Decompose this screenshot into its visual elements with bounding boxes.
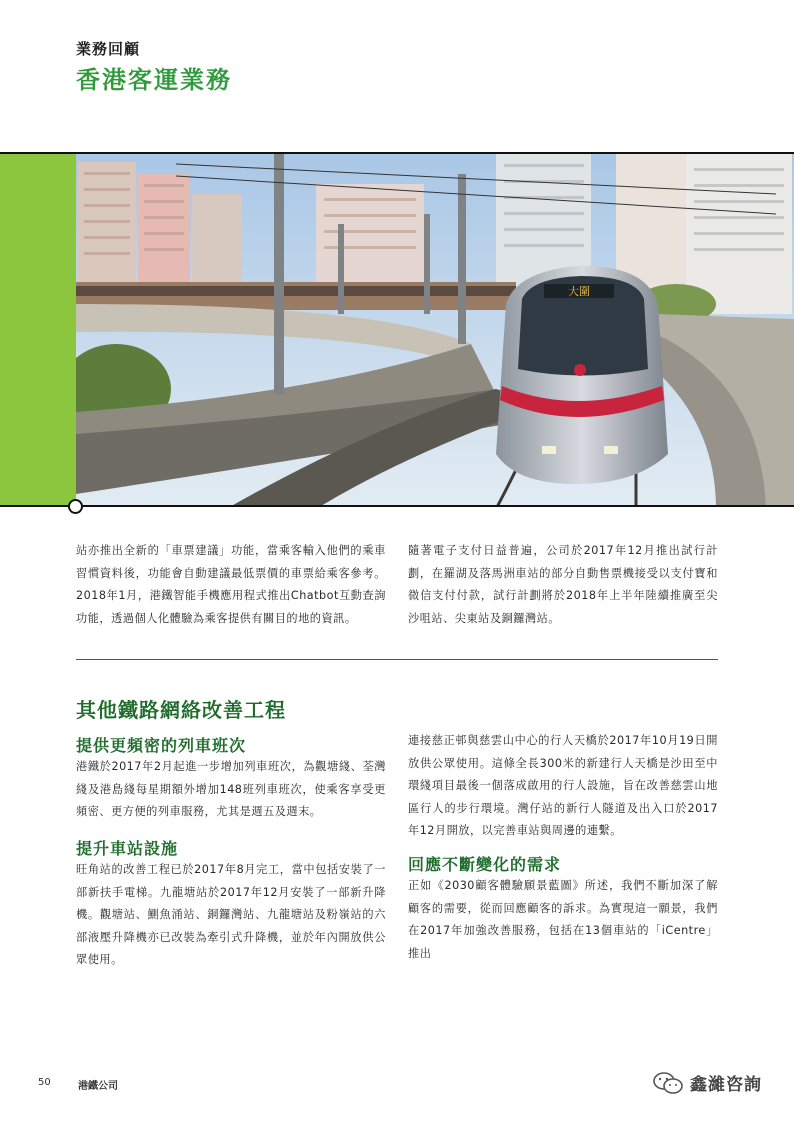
divider-top — [0, 152, 76, 154]
paragraph-footbridge: 連接慈正邨與慈雲山中心的行人天橋於2017年10月19日開放供公眾使用。這條全長300米的新建行人天橋是沙田至中環綫項目最後一個落成啟用的行人設施，旨在改善慈雲山地區行人的步行環境。灣仔站的新行人隧道及出入口於2017年12月開放，以完善車站與周邊的連繫。 — [408, 734, 718, 837]
subheading-train-frequency: 提供更頻密的列車班次 — [76, 736, 247, 755]
paragraph-station-facilities: 旺角站的改善工程已於2017年8月完工，當中包括安裝了一部新扶手電梯。九龍塘站於2017年12月安裝了一部新升降機。觀塘站、鰂魚涌站、銅鑼灣站、九龍塘站及粉嶺站的六部液壓升降機亦已改裝為牽引式升降機，並於年內開放供公眾使用。 — [76, 863, 386, 966]
watermark-text: 鑫濰咨詢 — [690, 1075, 762, 1095]
page-number: 50 — [38, 1077, 51, 1088]
intro-paragraph-left: 站亦推出全新的「車票建議」功能，當乘客輸入他們的乘車習慣資料後，功能會自動建議最低票價的車票給乘客參考。2018年1月，港鐵智能手機應用程式推出Chatbot互動查詢功能，透過個人化體驗為乘客提供有關目的地的資訊。 — [76, 544, 386, 625]
train-destination-sign: 大圍 — [568, 285, 590, 298]
footer-company: 港鐵公司 — [78, 1081, 118, 1092]
watermark — [652, 1070, 762, 1095]
paragraph-changing-needs: 正如《2030顧客體驗願景藍圖》所述，我們不斷加深了解顧客的需要，從而回應顧客的訴求。為實現這一願景，我們在2017年加強改善服務，包括在13個車站的「iCentre」推出 — [408, 879, 718, 960]
section-heading: 其他鐵路網絡改善工程 — [76, 698, 286, 722]
train-photo — [76, 152, 794, 507]
section-divider — [76, 659, 718, 660]
timeline-dot — [68, 499, 83, 514]
wechat-icon — [652, 1071, 684, 1095]
paragraph-train-frequency: 港鐵於2017年2月起進一步增加列車班次，為觀塘綫、荃灣綫及港島綫每星期額外增加148班列車班次，使乘客享受更頻密、更方便的列車服務，尤其是週五及週末。 — [76, 760, 386, 818]
divider-bottom — [0, 505, 76, 507]
section-kicker: 業務回顧 — [76, 40, 141, 58]
subheading-changing-needs: 回應不斷變化的需求 — [408, 855, 562, 874]
page-title: 香港客運業務 — [76, 66, 232, 94]
intro-paragraph-right: 隨著電子支付日益普遍，公司於2017年12月推出試行計劃，在羅湖及落馬洲車站的部分自動售票機接受以支付寶和微信支付付款，試行計劃將於2018年上半年陸續推廣至尖沙咀站、尖東站及銅鑼灣站。 — [408, 544, 718, 625]
green-accent-bar — [0, 152, 76, 507]
subheading-station-facilities: 提升車站設施 — [76, 839, 179, 858]
